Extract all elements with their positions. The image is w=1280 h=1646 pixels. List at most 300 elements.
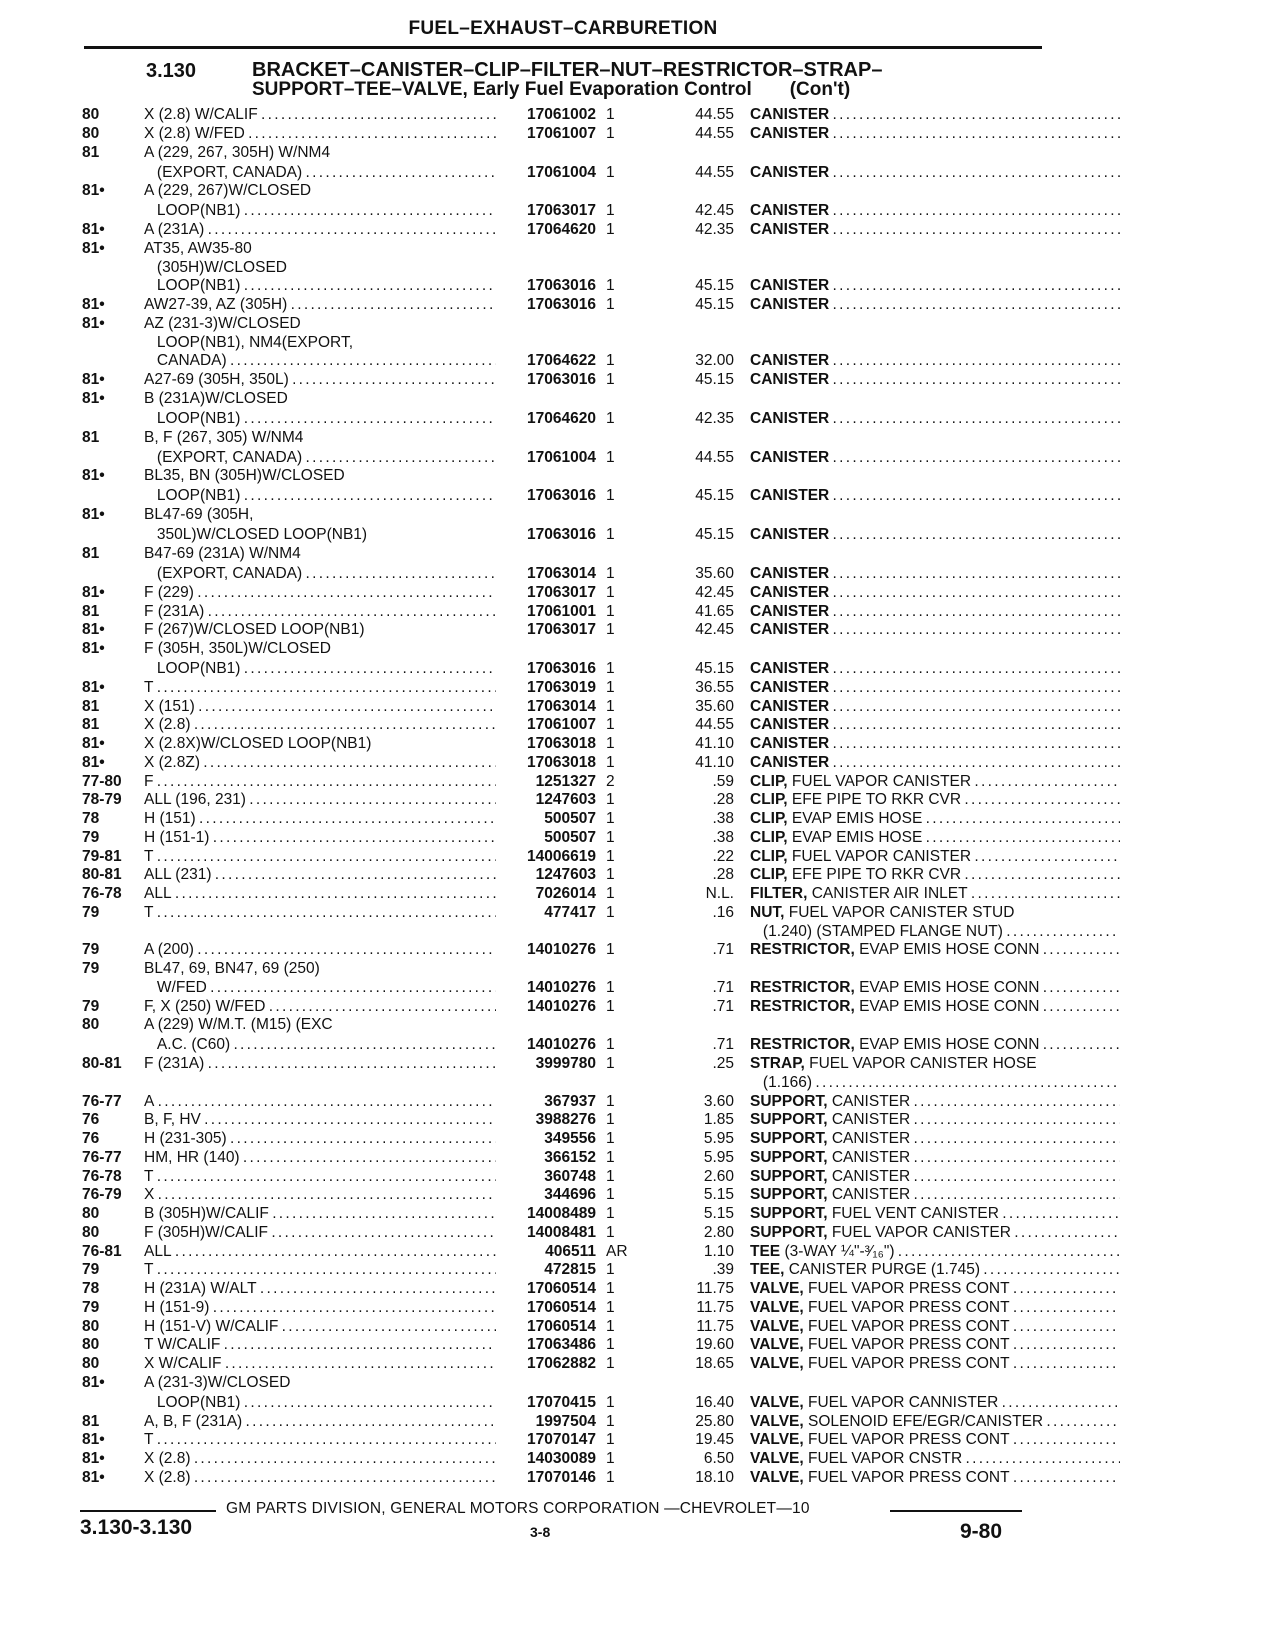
- application-description: A (229, 267, 305H) W/NM4: [144, 143, 331, 161]
- part-name: [750, 603, 1120, 622]
- model-year: 81•: [82, 640, 105, 658]
- application-description: (EXPORT, CANADA) . . .: [144, 449, 496, 468]
- application-description: B (231A)W/CLOSED: [144, 389, 288, 407]
- quantity: 1: [606, 903, 615, 921]
- application-description: X (151) . . .: [144, 698, 496, 717]
- application-description: X (2.8) . . .: [144, 1469, 496, 1488]
- part-name-detail: EVAP EMIS HOSE: [787, 828, 923, 846]
- model-year: 81: [82, 697, 100, 715]
- table-row: [82, 1224, 1042, 1243]
- table-row: [82, 277, 1042, 296]
- part-number: 406511: [545, 1242, 596, 1260]
- quantity: 1: [606, 1111, 615, 1129]
- model-year: 76-78: [82, 1167, 122, 1185]
- part-name-detail: FUEL VAPOR CANISTER: [787, 772, 972, 790]
- part-name-bold: SUPPORT,: [750, 1130, 828, 1148]
- quantity: 1: [606, 735, 615, 753]
- part-name-detail: CANISTER: [827, 1092, 911, 1110]
- part-name-bold: CLIP,: [750, 828, 788, 846]
- model-year: 81•: [82, 506, 105, 524]
- table-row: [82, 1261, 1042, 1280]
- part-number: 344696: [544, 1186, 596, 1204]
- table-row: [82, 144, 1042, 163]
- quantity: 1: [606, 277, 615, 295]
- part-name-bold: VALVE,: [750, 1468, 804, 1486]
- price: .71: [712, 997, 734, 1015]
- table-row: [82, 240, 1042, 259]
- quantity: 1: [606, 1336, 615, 1354]
- price: 11.75: [696, 1298, 734, 1316]
- price: 5.95: [703, 1148, 734, 1166]
- application-description: LOOP(NB1), NM4(EXPORT,: [144, 333, 354, 351]
- part-name-detail: CANISTER: [827, 1167, 911, 1185]
- price: .71: [712, 1036, 734, 1054]
- part-name-detail: (3-WAY ¼"-³⁄₁₆"): [780, 1242, 895, 1260]
- quantity: 1: [606, 371, 615, 389]
- part-name: [750, 810, 1120, 829]
- model-year: 81: [82, 1412, 100, 1430]
- model-year: 76-79: [82, 1186, 122, 1204]
- table-row: [82, 164, 1042, 183]
- quantity: 2: [606, 772, 615, 790]
- model-year: 76-78: [82, 885, 122, 903]
- price: .59: [712, 772, 734, 790]
- part-name: [750, 410, 1120, 429]
- price: 25.80: [695, 1412, 734, 1430]
- footer-rule-right: [890, 1510, 1022, 1512]
- quantity: 1: [606, 448, 615, 466]
- part-name-bold: FILTER,: [750, 885, 808, 903]
- table-row: [82, 679, 1042, 698]
- part-name: [750, 1186, 1120, 1205]
- quantity: 1: [606, 1317, 615, 1335]
- model-year: 77-80: [82, 772, 122, 790]
- quantity: 1: [606, 202, 615, 220]
- part-name: [750, 1469, 1120, 1488]
- part-number: 14010276: [527, 997, 596, 1015]
- part-name: [750, 923, 1120, 942]
- part-number: 17063017: [527, 202, 596, 220]
- part-name-bold: RESTRICTOR,: [750, 978, 855, 996]
- part-name: [750, 621, 1120, 640]
- price: 19.60: [695, 1336, 734, 1354]
- price: 44.55: [695, 716, 734, 734]
- table-row: [82, 698, 1042, 717]
- model-year: 79-81: [82, 847, 122, 865]
- part-name-bold: CANISTER: [750, 565, 830, 583]
- part-name: [750, 979, 1120, 998]
- part-name: [750, 904, 1120, 923]
- model-year: 81•: [82, 1373, 105, 1391]
- table-row: [82, 487, 1042, 506]
- table-row: [82, 1093, 1042, 1112]
- part-name-detail: CANISTER: [827, 1186, 911, 1204]
- application-description: AW27-39, AZ (305H) . . .: [144, 296, 496, 315]
- table-row: [82, 1111, 1042, 1130]
- part-number: 17061007: [527, 716, 596, 734]
- table-row: [82, 429, 1042, 448]
- model-year: 81•: [82, 221, 105, 239]
- quantity: AR: [606, 1242, 628, 1260]
- quantity: 1: [606, 1450, 615, 1468]
- application-description: T W/CALIF . . .: [144, 1336, 496, 1355]
- quantity: 1: [606, 1298, 615, 1316]
- part-name: [750, 1413, 1120, 1432]
- price: 5.15: [703, 1186, 734, 1204]
- part-name: [750, 660, 1120, 679]
- part-name: [750, 584, 1120, 603]
- price: .38: [712, 810, 734, 828]
- part-number: 17063019: [527, 678, 596, 696]
- table-row: [82, 716, 1042, 735]
- part-name: [750, 1093, 1120, 1112]
- part-number: 17070415: [527, 1393, 596, 1411]
- model-year: 80: [82, 1355, 100, 1373]
- table-row: [82, 603, 1042, 622]
- table-row: [82, 221, 1042, 240]
- part-name: [750, 848, 1120, 867]
- part-name: [750, 1355, 1120, 1374]
- part-name: [750, 164, 1120, 183]
- quantity: 1: [606, 352, 615, 370]
- application-description: H (231A) W/ALT . . .: [144, 1280, 496, 1299]
- quantity: 1: [606, 621, 615, 639]
- part-name-detail: EFE PIPE TO RKR CVR: [787, 791, 962, 809]
- application-description: BL35, BN (305H)W/CLOSED: [144, 467, 345, 485]
- model-year: 80: [82, 106, 100, 123]
- part-number: 17063016: [527, 526, 596, 544]
- part-number: 17064622: [527, 352, 596, 370]
- price: .39: [712, 1261, 734, 1279]
- quantity: 1: [606, 1167, 615, 1185]
- table-row: [82, 545, 1042, 564]
- price: 18.65: [695, 1355, 734, 1373]
- part-name-detail: FUEL VAPOR PRESS CONT: [803, 1298, 1010, 1316]
- part-name-detail: FUEL VENT CANISTER: [827, 1205, 999, 1223]
- part-name-bold: CLIP,: [750, 847, 788, 865]
- section-number: 3.130: [146, 60, 197, 82]
- part-name-bold: VALVE,: [750, 1412, 804, 1430]
- part-name-detail: FUEL VAPOR PRESS CONT: [803, 1355, 1010, 1373]
- part-name-bold: VALVE,: [750, 1431, 804, 1449]
- application-description: H (151) . . .: [144, 810, 496, 829]
- quantity: 1: [606, 526, 615, 544]
- table-row: [82, 1016, 1042, 1035]
- part-name: [750, 885, 1120, 904]
- price: 44.55: [695, 448, 734, 466]
- price: .38: [712, 828, 734, 846]
- price: N.L.: [705, 885, 734, 903]
- price: 45.15: [695, 371, 734, 389]
- part-number: 1247603: [535, 866, 596, 884]
- model-year: 79: [82, 941, 100, 959]
- model-year: 81: [82, 602, 100, 620]
- part-number: 17063016: [527, 371, 596, 389]
- part-name-bold: VALVE,: [750, 1355, 804, 1373]
- part-name-bold: CANISTER: [750, 352, 830, 370]
- part-name: [750, 1280, 1120, 1299]
- application-description: A (231A) . . .: [144, 221, 496, 240]
- price: 5.95: [703, 1130, 734, 1148]
- table-row: [82, 979, 1042, 998]
- table-row: [82, 352, 1042, 371]
- model-year: 81•: [82, 296, 105, 314]
- application-description: T . . .: [144, 1168, 496, 1187]
- table-row: [82, 960, 1042, 979]
- part-name-detail: EVAP EMIS HOSE CONN: [854, 941, 1040, 959]
- part-name: [750, 1074, 1120, 1093]
- table-row: [82, 941, 1042, 960]
- application-description: H (151-V) W/CALIF . . .: [144, 1318, 496, 1337]
- application-description: W/FED . . .: [144, 979, 496, 998]
- table-row: [82, 410, 1042, 429]
- part-name: [750, 296, 1120, 315]
- part-number: 17070147: [527, 1431, 596, 1449]
- application-description: (EXPORT, CANADA) . . .: [144, 164, 496, 183]
- table-row: [82, 866, 1042, 885]
- model-year: 81•: [82, 1450, 105, 1468]
- part-name-detail: EVAP EMIS HOSE CONN: [854, 997, 1040, 1015]
- application-description: T . . .: [144, 1261, 496, 1280]
- part-name-bold: CANISTER: [750, 697, 830, 715]
- table-row: [82, 1243, 1042, 1262]
- application-description: A (229) W/M.T. (M15) (EXC: [144, 1016, 333, 1034]
- price: 19.45: [695, 1431, 734, 1449]
- part-number: 3999780: [535, 1055, 596, 1073]
- table-row: [82, 1055, 1042, 1074]
- part-name-detail: FUEL VAPOR CANISTER HOSE: [804, 1055, 1037, 1073]
- price: 16.40: [695, 1393, 734, 1411]
- part-name-bold: CANISTER: [750, 526, 830, 544]
- part-name-bold: CANISTER: [750, 221, 830, 239]
- quantity: 1: [606, 1412, 615, 1430]
- part-name-bold: RESTRICTOR,: [750, 997, 855, 1015]
- part-name-bold: VALVE,: [750, 1450, 804, 1468]
- application-description: X (2.8) W/CALIF . . .: [144, 106, 496, 125]
- price: 2.80: [703, 1223, 734, 1241]
- price: 11.75: [696, 1317, 734, 1335]
- quantity: 1: [606, 1205, 615, 1223]
- table-row: [82, 998, 1042, 1017]
- part-name: [750, 106, 1120, 125]
- application-description: LOOP(NB1) . . .: [144, 1394, 496, 1413]
- price: 1.85: [703, 1111, 734, 1129]
- part-number: 17064620: [527, 409, 596, 427]
- part-number: 17061002: [527, 106, 596, 123]
- table-row: [82, 1299, 1042, 1318]
- model-year: 79: [82, 997, 100, 1015]
- price: .28: [712, 866, 734, 884]
- footer-publisher: GM PARTS DIVISION, GENERAL MOTORS CORPORATION —CHEVROLET—10: [226, 1500, 810, 1517]
- price: 45.15: [695, 277, 734, 295]
- table-row: [82, 334, 1042, 353]
- quantity: 1: [606, 1055, 615, 1073]
- quantity: 1: [606, 678, 615, 696]
- part-name-detail: FUEL VAPOR PRESS CONT: [803, 1336, 1010, 1354]
- application-description: A (229, 267)W/CLOSED: [144, 182, 312, 200]
- part-name-detail: SOLENOID EFE/EGR/CANISTER: [803, 1412, 1044, 1430]
- quantity: 1: [606, 753, 615, 771]
- part-name: [750, 735, 1120, 754]
- model-year: 81•: [82, 621, 105, 639]
- price: 45.15: [695, 296, 734, 314]
- table-row: [82, 885, 1042, 904]
- table-row: [82, 371, 1042, 390]
- table-row: [82, 1130, 1042, 1149]
- part-name-bold: CANISTER: [750, 602, 830, 620]
- part-name: [750, 679, 1120, 698]
- part-name: [750, 998, 1120, 1017]
- part-name-detail: EVAP EMIS HOSE CONN: [854, 978, 1040, 996]
- model-year: 79: [82, 903, 100, 921]
- price: 42.45: [695, 202, 734, 220]
- footer-section-range: 3.130-3.130: [80, 1516, 193, 1539]
- application-description: F . . .: [144, 773, 496, 792]
- part-number: 17064620: [527, 221, 596, 239]
- model-year: 80: [82, 1317, 100, 1335]
- application-description: HM, HR (140) . . .: [144, 1149, 496, 1168]
- section-title-line1: BRACKET–CANISTER–CLIP–FILTER–NUT–RESTRICTOR–STRAP–: [252, 59, 883, 81]
- part-name-bold: VALVE,: [750, 1336, 804, 1354]
- price: 44.55: [695, 163, 734, 181]
- part-number: 14006619: [527, 847, 596, 865]
- application-description: F (267)W/CLOSED LOOP(NB1): [144, 621, 365, 639]
- part-number: 17063017: [527, 621, 596, 639]
- part-name-bold: SUPPORT,: [750, 1148, 828, 1166]
- header-rule: [84, 46, 1042, 49]
- application-description: LOOP(NB1) . . .: [144, 487, 496, 506]
- price: 32.00: [695, 352, 734, 370]
- part-name: [750, 1205, 1120, 1224]
- part-name-detail: EVAP EMIS HOSE CONN: [854, 1036, 1040, 1054]
- part-number: 17063014: [527, 697, 596, 715]
- model-year: 78: [82, 1280, 100, 1298]
- application-description: (EXPORT, CANADA) . . .: [144, 565, 496, 584]
- part-number: 349556: [544, 1130, 596, 1148]
- part-name: [750, 698, 1120, 717]
- model-year: 80: [82, 1336, 100, 1354]
- part-name: [750, 1055, 1120, 1074]
- application-description: X (2.8Z) . . .: [144, 754, 496, 773]
- part-name: [750, 866, 1120, 885]
- price: 35.60: [695, 565, 734, 583]
- model-year: 80: [82, 124, 100, 142]
- part-name-bold: CLIP,: [750, 791, 788, 809]
- model-year: 81•: [82, 314, 105, 332]
- part-number: 14010276: [527, 978, 596, 996]
- part-name: [750, 1431, 1120, 1450]
- part-number: 17060514: [527, 1298, 596, 1316]
- quantity: 1: [606, 124, 615, 142]
- part-name: [750, 565, 1120, 584]
- part-name-bold: SUPPORT,: [750, 1092, 828, 1110]
- table-row: [82, 1168, 1042, 1187]
- quantity: 1: [606, 1223, 615, 1241]
- part-name: [750, 1299, 1120, 1318]
- quantity: 1: [606, 1092, 615, 1110]
- part-name: [750, 449, 1120, 468]
- parts-table: [82, 106, 1042, 1488]
- quantity: 1: [606, 697, 615, 715]
- application-description: A . . .: [144, 1093, 496, 1112]
- part-name-bold: CANISTER: [750, 124, 830, 142]
- application-description: LOOP(NB1) . . .: [144, 202, 496, 221]
- part-name: [750, 1224, 1120, 1243]
- application-description: LOOP(NB1) . . .: [144, 410, 496, 429]
- part-name-bold: CANISTER: [750, 735, 830, 753]
- price: 42.45: [695, 621, 734, 639]
- price: .25: [712, 1055, 734, 1073]
- part-name-bold: CANISTER: [750, 621, 830, 639]
- part-name-detail: FUEL VAPOR CANISTER STUD: [784, 903, 1015, 921]
- model-year: 81: [82, 545, 100, 563]
- application-description: X (2.8) . . .: [144, 716, 496, 735]
- application-description: A27-69 (305H, 350L) . . .: [144, 371, 496, 390]
- application-description: A (231-3)W/CLOSED: [144, 1373, 291, 1391]
- quantity: 1: [606, 885, 615, 903]
- part-name-detail: FUEL VAPOR PRESS CONT: [803, 1431, 1010, 1449]
- part-name-detail: FUEL VAPOR CANISTER: [787, 847, 972, 865]
- quantity: 1: [606, 660, 615, 678]
- application-description: X W/CALIF . . .: [144, 1355, 496, 1374]
- part-name-bold: VALVE,: [750, 1280, 804, 1298]
- part-number: 14030089: [527, 1450, 596, 1468]
- table-row: [82, 565, 1042, 584]
- part-number: 17063014: [527, 565, 596, 583]
- price: 36.55: [695, 678, 734, 696]
- table-row: [82, 259, 1042, 278]
- quantity: 1: [606, 163, 615, 181]
- section-title: [252, 60, 1012, 100]
- quantity: 1: [606, 978, 615, 996]
- part-name-detail: FUEL VAPOR PRESS CONT: [803, 1317, 1010, 1335]
- table-row: [82, 1355, 1042, 1374]
- part-name: [750, 1394, 1120, 1413]
- table-row: [82, 621, 1042, 640]
- part-name: [750, 1243, 1120, 1262]
- footer-page-number: 3-8: [530, 1524, 551, 1540]
- table-row: [82, 1149, 1042, 1168]
- part-name: [750, 277, 1120, 296]
- table-row: [82, 467, 1042, 486]
- model-year: 78: [82, 810, 100, 828]
- table-row: [82, 1280, 1042, 1299]
- quantity: 1: [606, 565, 615, 583]
- part-name: [750, 1130, 1120, 1149]
- part-name: [750, 941, 1120, 960]
- part-number: 17060514: [527, 1280, 596, 1298]
- section-title-cont: (Con't): [789, 79, 851, 100]
- part-name-bold: SUPPORT,: [750, 1205, 828, 1223]
- application-description: BL47-69 (305H,: [144, 506, 254, 524]
- model-year: 81•: [82, 583, 105, 601]
- part-number: 500507: [544, 828, 596, 846]
- model-year: 80-81: [82, 1055, 122, 1073]
- price: 18.10: [695, 1468, 734, 1486]
- table-row: [82, 773, 1042, 792]
- table-row: [82, 449, 1042, 468]
- table-row: [82, 315, 1042, 334]
- part-name-detail: FUEL VAPOR CNSTR: [803, 1450, 963, 1468]
- model-year: 81•: [82, 239, 105, 257]
- application-description: F (305H)W/CALIF . . .: [144, 1224, 496, 1243]
- table-row: [82, 506, 1042, 525]
- part-name: [750, 791, 1120, 810]
- part-name: [750, 773, 1120, 792]
- model-year: 79: [82, 1298, 100, 1316]
- table-row: [82, 791, 1042, 810]
- part-name-detail: CANISTER AIR INLET: [807, 885, 968, 903]
